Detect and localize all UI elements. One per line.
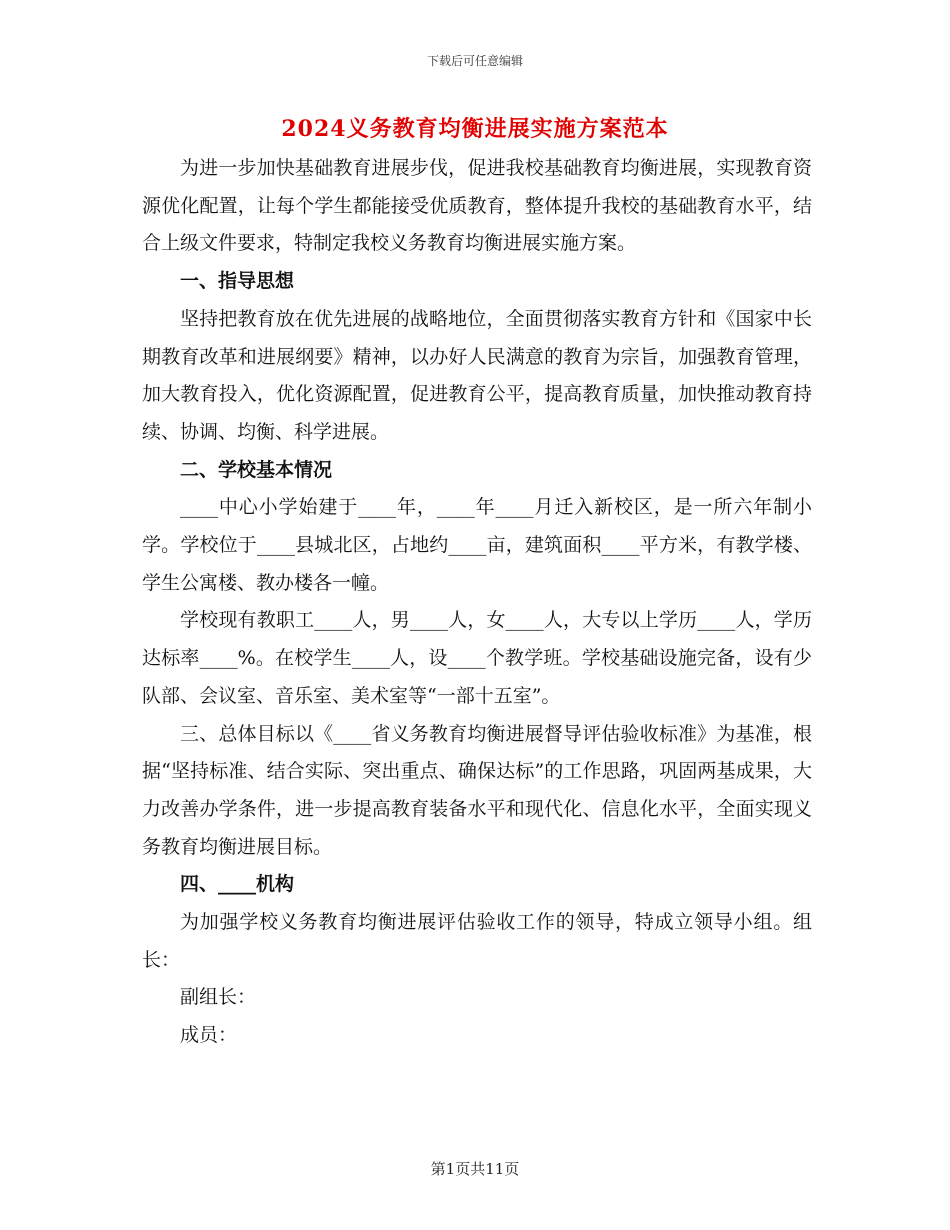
guiding-ideology-paragraph: 坚持把教育放在优先进展的战略地位，全面贯彻落实教育方针和《国家中长期教育改革和进展纲要》精神，以办好人民满意的教育为宗旨，加强教育管理，加大教育投入，优化资源配置，促进教育公平，提高教育质量，加快推动教育持续、协调、均衡、科学进展。 [142, 307, 812, 443]
section-heading-organization: 四、____机构 [180, 873, 295, 896]
deputy-leader-line: 副组长： [180, 986, 257, 1009]
intro-paragraph: 为进一步加快基础教育进展步伐，促进我校基础教育均衡进展，实现教育资源优化配置，让每个学生都能接受优质教育，整体提升我校的基础教育水平，结合上级文件要求，特制定我校义务教育均衡进展实施方案。 [142, 157, 812, 255]
overall-goal-paragraph: 三、总体目标以《____省义务教育均衡进展督导评估验收标准》为基准，根据“坚持标准、结合实际、突出重点、确保达标”的工作思路，巩固两基成果，大力改善办学条件，进一步提高教育装备水平和现代化、信息化水平，全面实现义务教育均衡进展目标。 [142, 722, 812, 858]
page-footer: 第1页共11页 [430, 1160, 520, 1178]
school-basics-paragraph-2: 学校现有教职工____人，男____人，女____人，大专以上学历____人，学历达标率____%。在校学生____人，设____个教学班。学校基础设施完备，设有少队部、会议室、音乐室、美术室等“一部十五室”。 [142, 609, 812, 707]
organization-paragraph: 为加强学校义务教育均衡进展评估验收工作的领导，特成立领导小组。组长： [142, 911, 812, 971]
header-note: 下载后可任意编辑 [426, 54, 523, 68]
members-line: 成员： [180, 1024, 238, 1047]
school-basics-paragraph-1: ____中心小学始建于____年，____年____月迁入新校区，是一所六年制小学。学校位于____县城北区，占地约____亩，建筑面积____平方米，有教学楼、学生公寓楼、教办楼各一幢。 [142, 496, 812, 594]
section-heading-guiding-ideology: 一、指导思想 [180, 270, 295, 293]
document-body [142, 150, 812, 1055]
document-title: 2024义务教育均衡进展实施方案范本 [281, 116, 669, 142]
section-heading-school-basics: 二、学校基本情况 [180, 458, 333, 481]
